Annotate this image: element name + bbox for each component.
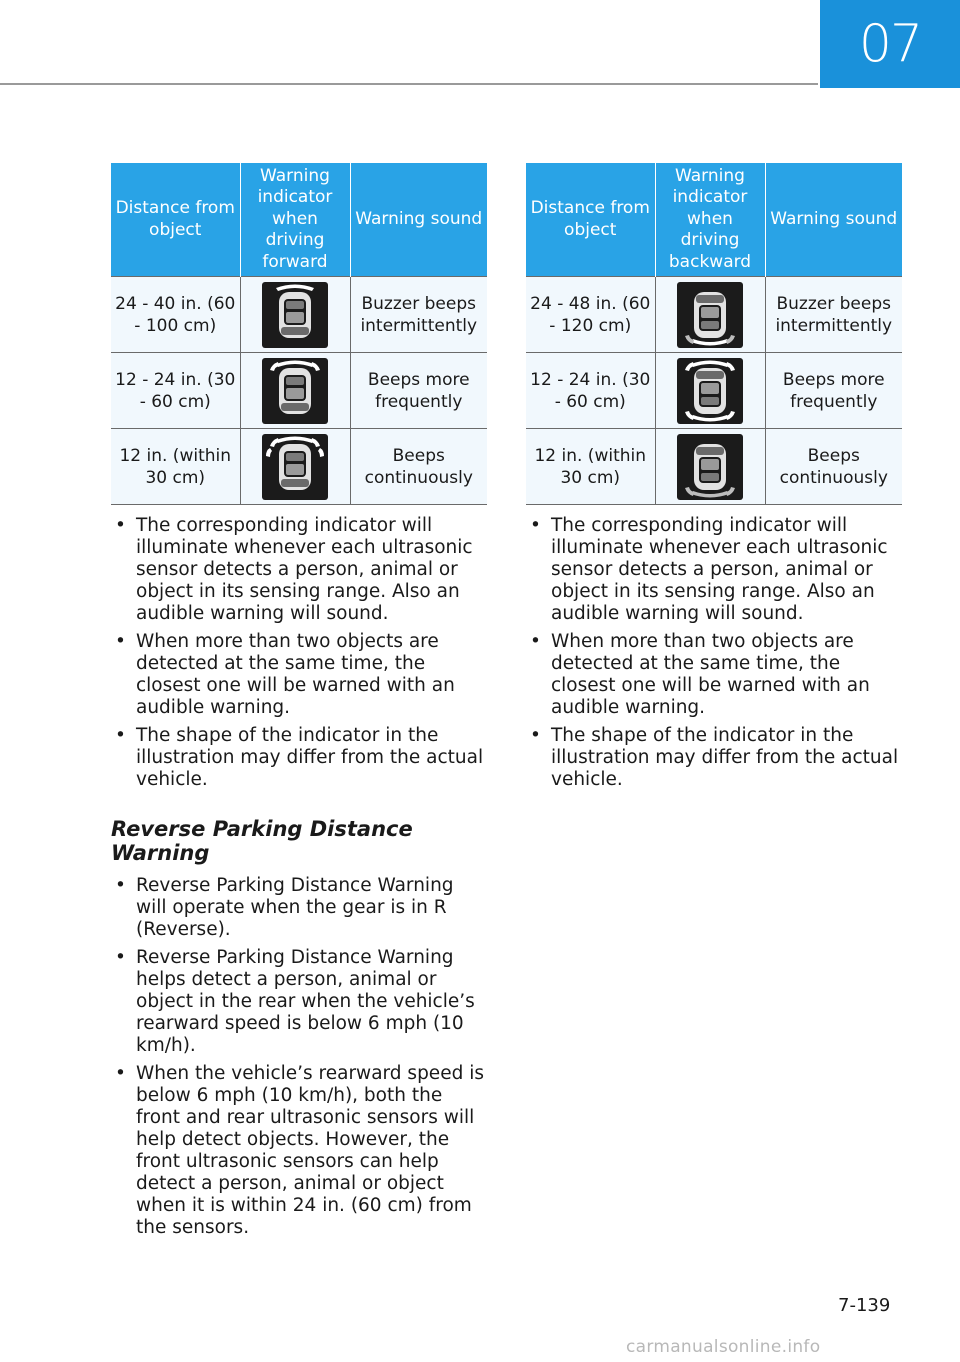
forward-warning-table [111,163,487,505]
list-item: • Reverse Parking Distance Warning will operate when the gear is in R (Reverse). [111,875,487,941]
section-title: Reverse Parking Distance Warning [111,817,413,865]
watermark: carmanualsonline.info [626,1337,821,1357]
list-item: • When the vehicle’s rearward speed is below 6 mph (10 km/h), both the front and rear ultrasonic sensors will help detect objects. However, the front ultrasonic sensors can help detect a person, animal or object when it is within 24 in. (60 cm) from the sensors. [111,1063,487,1239]
sound-cell: Beeps more frequently [765,353,902,429]
header-rule [0,83,818,85]
table-row [526,353,902,429]
sound-cell: Beeps more frequently [350,353,487,429]
table-row [526,429,902,505]
distance-cell: 12 in. (within 30 cm) [111,429,240,505]
sound-cell: Buzzer beeps intermittently [765,277,902,353]
front-sensor-stage-3-icon [262,434,328,500]
list-item: • When more than two objects are detected at the same time, the closest one will be warned with an audible warning. [111,631,487,719]
right-column [526,163,902,797]
table-header-row [111,163,487,277]
front-sensor-stage-1-icon [262,282,328,348]
distance-cell: 12 in. (within 30 cm) [526,429,655,505]
distance-cell: 24 - 48 in. (60 - 120 cm) [526,277,655,353]
forward-notes-list [111,515,487,791]
list-item: • Reverse Parking Distance Warning helps detect a person, animal or object in the rear when the vehicle’s rearward speed is below 6 mph (10 km/h). [111,947,487,1057]
sound-cell: Buzzer beeps intermittently [350,277,487,353]
rear-sensor-stage-3-icon [677,434,743,500]
list-item: • The corresponding indicator will illuminate whenever each ultrasonic sensor detects a person, animal or object in its sensing range. Also an audible warning will sound. [111,515,487,625]
table-row [111,353,487,429]
front-sensor-stage-2-icon [262,358,328,424]
table-row [111,277,487,353]
list-item: • The shape of the indicator in the illustration may differ from the actual vehicle. [526,725,902,791]
backward-notes-list [526,515,902,791]
header-sound: Warning sound [765,163,902,277]
list-item: • The corresponding indicator will illuminate whenever each ultrasonic sensor detects a person, animal or object in its sensing range. Also an audible warning will sound. [526,515,902,625]
distance-cell: 12 - 24 in. (30 - 60 cm) [526,353,655,429]
backward-warning-table [526,163,902,505]
table-row [111,429,487,505]
chapter-tab: 07 [820,0,960,88]
header-sound: Warning sound [350,163,487,277]
sound-cell: Beeps continuously [350,429,487,505]
header-distance: Distance from object [526,163,655,277]
header-distance: Distance from object [111,163,240,277]
page-number: 7-139 [838,1295,891,1316]
distance-cell: 24 - 40 in. (60 - 100 cm) [111,277,240,353]
distance-cell: 12 - 24 in. (30 - 60 cm) [111,353,240,429]
list-item: • When more than two objects are detected at the same time, the closest one will be warned with an audible warning. [526,631,902,719]
list-item: • The shape of the indicator in the illustration may differ from the actual vehicle. [111,725,487,791]
sound-cell: Beeps continuously [765,429,902,505]
table-header-row [526,163,902,277]
header-indicator: Warning indicator when driving forward [240,163,350,277]
table-row [526,277,902,353]
left-column [111,163,487,1245]
header-indicator: Warning indicator when driving backward [655,163,765,277]
reverse-warning-list [111,875,487,1239]
rear-sensor-stage-1-icon [677,282,743,348]
rear-sensor-stage-2-icon [677,358,743,424]
